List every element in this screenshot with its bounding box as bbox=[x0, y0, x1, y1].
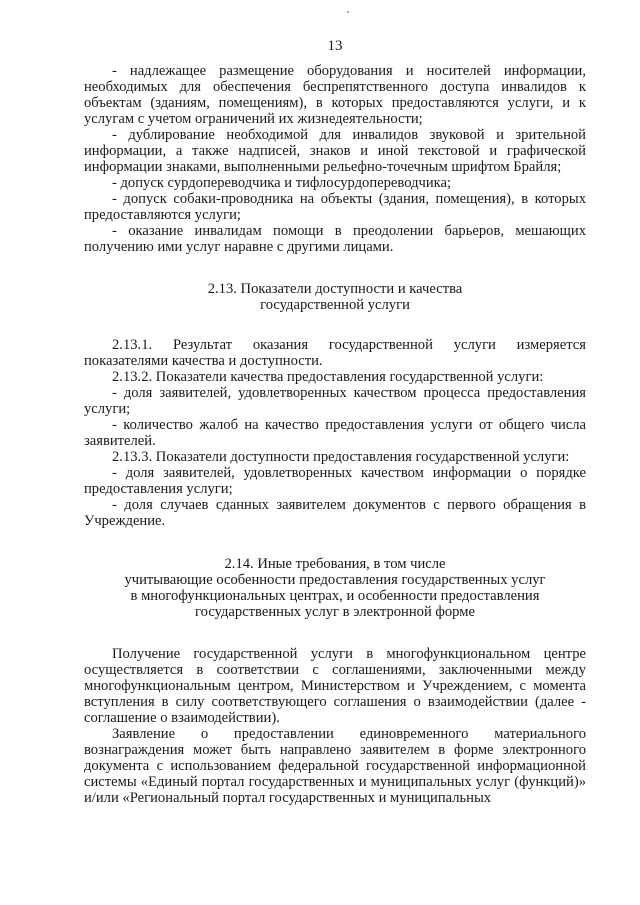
paragraph: - количество жалоб на качество предоставления услуги от общего числа заявителей. bbox=[84, 417, 586, 449]
list-item: - оказание инвалидам помощи в преодолении барьеров, мешающих получению ими услуг наравне с другими лицами. bbox=[84, 223, 586, 255]
accessibility-list bbox=[84, 63, 586, 255]
paragraph: - доля заявителей, удовлетворенных качеством информации о порядке предоставления услуги; bbox=[84, 465, 586, 497]
heading-line: государственных услуг в электронной форме bbox=[195, 604, 475, 620]
section-2-13-body bbox=[84, 337, 586, 529]
scan-speck bbox=[347, 11, 349, 13]
paragraph: 2.13.1. Результат оказания государственной услуги измеряется показателями качества и доступности. bbox=[84, 337, 586, 369]
list-item: - допуск собаки-проводника на объекты (здания, помещения), в которых предоставляются услуги; bbox=[84, 191, 586, 223]
paragraph: Заявление о предоставлении единовременного материального вознаграждения может быть направлено заявителем в форме электронного документа с использованием федеральной государственной информационной системы «Единый портал государственных и муниципальных услуг (функций)» и/или «Региональный портал государственных и муниципальных bbox=[84, 726, 586, 806]
paragraph: - доля случаев сданных заявителем документов с первого обращения в Учреждение. bbox=[84, 497, 586, 529]
heading-line: в многофункциональных центрах, и особенности предоставления bbox=[130, 588, 540, 604]
heading-line: 2.13. Показатели доступности и качества bbox=[207, 281, 463, 297]
page-number: 13 bbox=[327, 38, 343, 54]
list-item: - допуск сурдопереводчика и тифлосурдопереводчика; bbox=[112, 175, 452, 191]
paragraph: Получение государственной услуги в многофункциональном центре осуществляется в соответствии с соглашениями, заключенными между многофункциональным центром, Министерством и Учреждением, с момента вступления в силу соответствующего соглашения о взаимодействии (далее - соглашение о взаимодействии). bbox=[84, 646, 586, 726]
paragraph: 2.13.2. Показатели качества предоставления государственной услуги: bbox=[112, 369, 544, 385]
section-2-14-body bbox=[84, 646, 586, 806]
list-item: - надлежащее размещение оборудования и носителей информации, необходимых для обеспечения беспрепятственного доступа инвалидов к объектам (зданиям, помещениям), в которых предоставляются услуги, и к услугам с учетом ограничений их жизнедеятельности; bbox=[84, 63, 586, 127]
list-item: - дублирование необходимой для инвалидов звуковой и зрительной информации, а также надписей, знаков и иной текстовой и графической информации знаками, выполненными рельефно-точечным шрифтом Брайля; bbox=[84, 127, 586, 175]
heading-line: государственной услуги bbox=[260, 297, 410, 313]
heading-line: учитывающие особенности предоставления государственных услуг bbox=[124, 572, 546, 588]
paragraph: 2.13.3. Показатели доступности предоставления государственной услуги: bbox=[112, 449, 570, 465]
heading-line: 2.14. Иные требования, в том числе bbox=[224, 556, 446, 572]
section-heading-2-14 bbox=[84, 556, 586, 620]
paragraph: - доля заявителей, удовлетворенных качеством процесса предоставления услуги; bbox=[84, 385, 586, 417]
page-content bbox=[84, 63, 586, 806]
section-heading-2-13 bbox=[84, 281, 586, 313]
